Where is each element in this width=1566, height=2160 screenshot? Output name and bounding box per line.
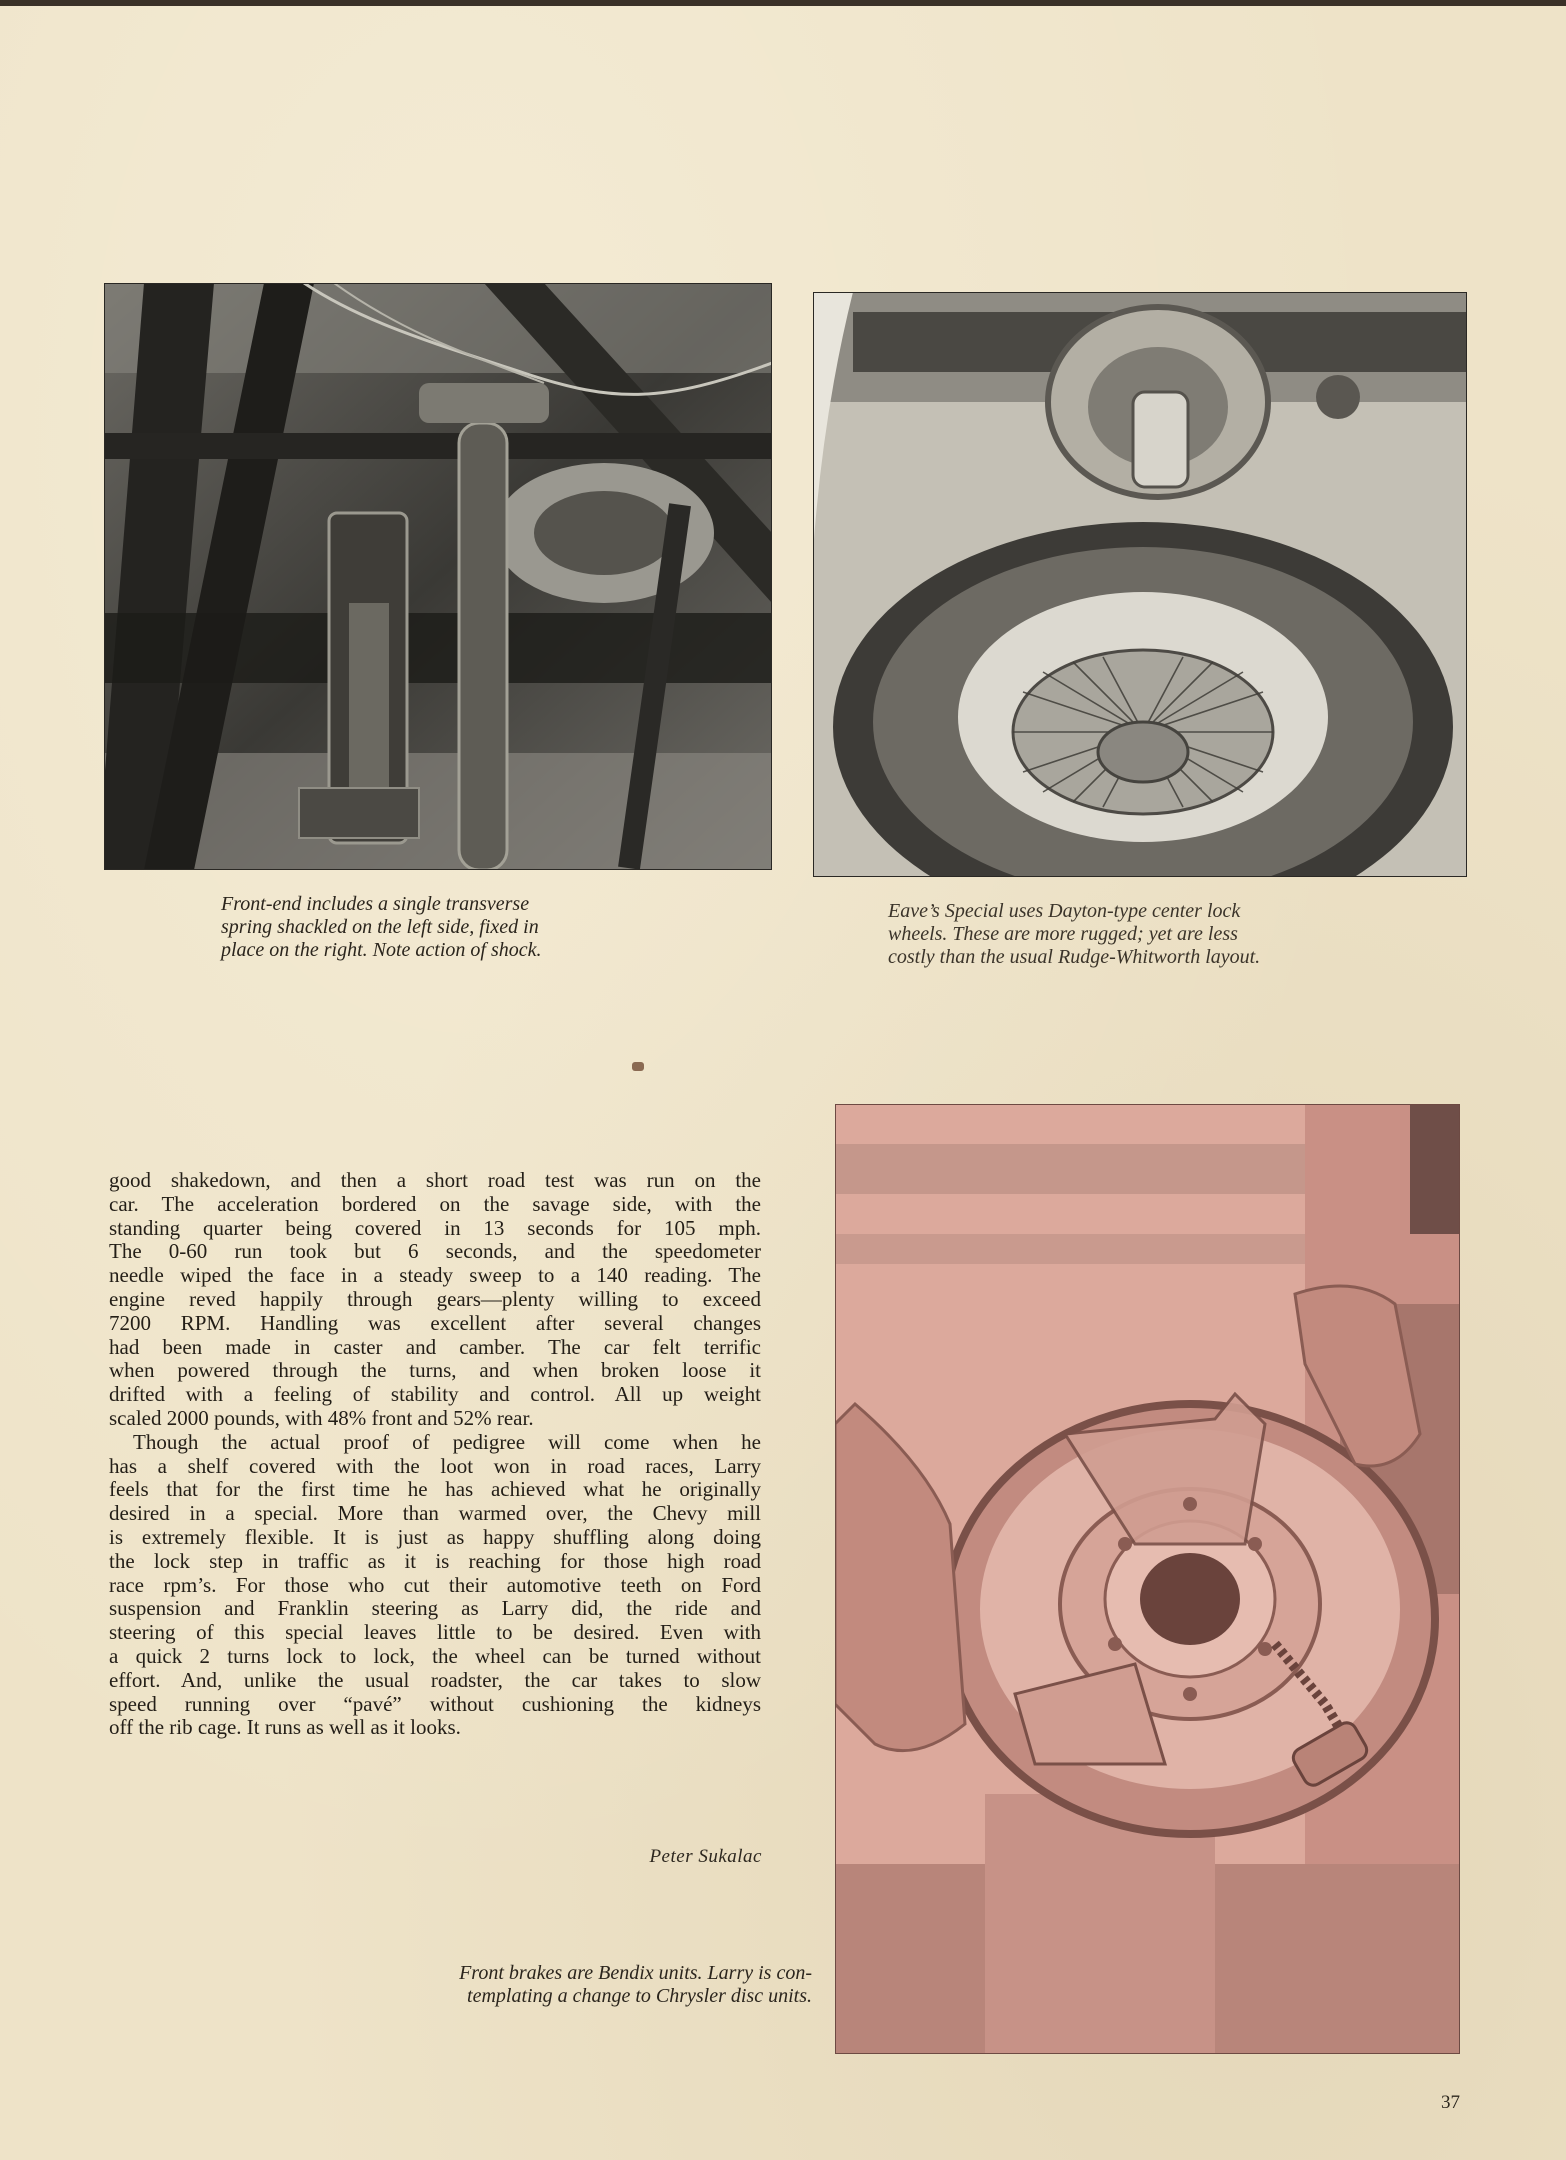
wheels-caption-line: Eave’s Special uses Dayton-type center lock — [888, 900, 1241, 922]
article-line: standing quarter being covered in 13 seconds for 105 mph. — [109, 1215, 761, 1240]
article-line: engine reved happily through gears—plenty willing to exceed — [109, 1286, 761, 1311]
brakes-caption — [348, 1962, 812, 2008]
wheels-photo — [813, 292, 1467, 877]
front-end-caption-line: spring shackled on the left side, fixed in — [221, 916, 539, 938]
article-line: suspension and Franklin steering as Larry did, the ride and — [109, 1596, 761, 1621]
article-line: has a shelf covered with the loot won in road races, Larry — [109, 1453, 761, 1478]
article-line: The 0-60 run took but 6 seconds, and the speedometer — [109, 1239, 761, 1264]
front-end-photo-image — [104, 283, 772, 870]
article-line: race rpm’s. For those who cut their automotive teeth on Ford — [109, 1572, 761, 1597]
brakes-photo — [835, 1104, 1460, 2054]
article-line: off the rib cage. It runs as well as it looks. — [109, 1715, 461, 1740]
wheels-caption-line: costly than the usual Rudge-Whitworth layout. — [888, 946, 1261, 968]
article-line: feels that for the first time he has achieved what he originally — [109, 1477, 761, 1502]
article-line: good shakedown, and then a short road test was run on the — [109, 1168, 761, 1192]
page-top-edge — [0, 0, 1566, 6]
article-line: when powered through the turns, and when broken loose it — [109, 1358, 761, 1383]
article-line: drifted with a feeling of stability and control. All up weight — [109, 1382, 761, 1407]
front-end-caption-line: place on the right. Note action of shock. — [221, 939, 542, 961]
article-line: scaled 2000 pounds, with 48% front and 52% rear. — [109, 1405, 534, 1430]
front-end-caption-line: Front-end includes a single transverse — [221, 893, 530, 915]
article-line: car. The acceleration bordered on the savage side, with the — [109, 1191, 761, 1216]
wheels-photo-image — [813, 292, 1467, 877]
article-line: needle wiped the face in a steady sweep to a 140 reading. The — [109, 1263, 761, 1288]
wheels-caption — [888, 900, 1260, 969]
article-line: a quick 2 turns lock to lock, the wheel can be turned without — [109, 1643, 761, 1668]
article-line: 7200 RPM. Handling was excellent after several changes — [109, 1310, 761, 1335]
front-end-caption — [221, 893, 542, 962]
article-line: steering of this special leaves little to be desired. Even with — [109, 1620, 761, 1645]
page-number: 37 — [1441, 2092, 1460, 2113]
article-line: the lock step in traffic as it is reaching for those high road — [109, 1548, 761, 1573]
front-end-photo — [104, 283, 772, 870]
article-line: effort. And, unlike the usual roadster, the car takes to slow — [109, 1667, 761, 1692]
article-line: had been made in caster and camber. The car felt terrific — [109, 1334, 761, 1359]
article-line: is extremely flexible. It is just as happy shuffling along doing — [109, 1524, 761, 1549]
article-body — [109, 1169, 761, 1740]
brakes-caption-line: templating a change to Chrysler disc units. — [467, 1985, 812, 2007]
brakes-photo-image — [835, 1104, 1460, 2054]
article-line: Though the actual proof of pedigree will come when he — [133, 1429, 761, 1454]
article-line: speed running over “pavé” without cushioning the kidneys — [109, 1691, 761, 1716]
article-byline: Peter Sukalac — [649, 1846, 762, 1867]
wheels-caption-line: wheels. These are more rugged; yet are less — [888, 923, 1238, 945]
article-line: desired in a special. More than warmed over, the Chevy mill — [109, 1501, 761, 1526]
ink-spot — [632, 1062, 644, 1071]
brakes-caption-line: Front brakes are Bendix units. Larry is con- — [459, 1962, 812, 1984]
